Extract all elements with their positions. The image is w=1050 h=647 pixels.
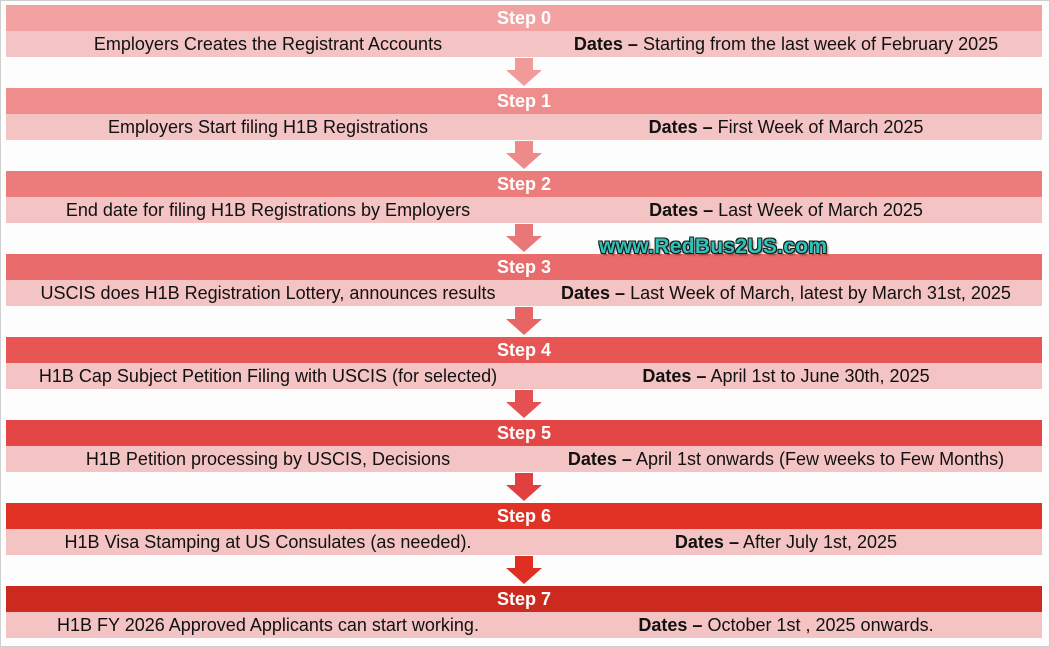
- step-dates-4: [530, 363, 1042, 389]
- step-dates-value-4: April 1st to June 30th, 2025: [710, 366, 930, 386]
- step-block-2: [6, 171, 1042, 223]
- step-header-6: Step 6: [6, 503, 1042, 529]
- step-row-6: [6, 529, 1042, 555]
- step-row-5: [6, 446, 1042, 472]
- step-row-4: [6, 363, 1042, 389]
- step-header-2: Step 2: [6, 171, 1042, 197]
- dates-label: Dates –: [638, 615, 703, 635]
- step-description-1: Employers Start filing H1B Registrations: [107, 117, 429, 137]
- step-description-3: USCIS does H1B Registration Lottery, announces results: [40, 283, 496, 303]
- step-block-1: [6, 88, 1042, 140]
- step-description-0: Employers Creates the Registrant Accounts: [93, 34, 443, 54]
- step-dates-3: [530, 280, 1042, 306]
- dates-label: Dates –: [649, 200, 714, 220]
- step-dates-5: [530, 446, 1042, 472]
- step-block-6: [6, 503, 1042, 555]
- step-dates-0: [530, 31, 1042, 57]
- step-dates-value-7: October 1st , 2025 onwards.: [707, 615, 934, 635]
- down-arrow-icon: [506, 307, 542, 335]
- step-dates-1: [530, 114, 1042, 140]
- step-dates-7: [530, 612, 1042, 638]
- step-row-7: [6, 612, 1042, 638]
- step-dates-2: [530, 197, 1042, 223]
- step-block-3: [6, 254, 1042, 306]
- dates-label: Dates –: [642, 366, 707, 386]
- step-description-5: H1B Petition processing by USCIS, Decisions: [85, 449, 451, 469]
- step-header-0: Step 0: [6, 5, 1042, 31]
- down-arrow-icon: [506, 390, 542, 418]
- down-arrow-icon: [506, 58, 542, 86]
- step-dates-value-2: Last Week of March 2025: [718, 200, 923, 220]
- step-row-0: [6, 31, 1042, 57]
- step-dates-value-3: Last Week of March, latest by March 31st, 2025: [630, 283, 1011, 303]
- step-dates-value-5: April 1st onwards (Few weeks to Few Months): [635, 449, 1005, 469]
- dates-label: Dates –: [561, 283, 626, 303]
- step-block-5: [6, 420, 1042, 472]
- step-header-3: Step 3: [6, 254, 1042, 280]
- step-block-0: [6, 5, 1042, 57]
- dates-label: Dates –: [674, 532, 739, 552]
- dates-label: Dates –: [567, 449, 632, 469]
- step-dates-value-1: First Week of March 2025: [717, 117, 924, 137]
- step-dates-6: [530, 529, 1042, 555]
- step-description-6: H1B Visa Stamping at US Consulates (as needed).: [64, 532, 472, 552]
- down-arrow-icon: [506, 141, 542, 169]
- step-row-3: [6, 280, 1042, 306]
- step-row-1: [6, 114, 1042, 140]
- step-header-4: Step 4: [6, 337, 1042, 363]
- down-arrow-icon: [506, 473, 542, 501]
- down-arrow-icon: [506, 224, 542, 252]
- step-description-2: End date for filing H1B Registrations by Employers: [65, 200, 471, 220]
- step-dates-value-0: Starting from the last week of February 2025: [642, 34, 999, 54]
- dates-label: Dates –: [573, 34, 638, 54]
- dates-label: Dates –: [648, 117, 713, 137]
- step-header-7: Step 7: [6, 586, 1042, 612]
- step-header-1: Step 1: [6, 88, 1042, 114]
- step-block-4: [6, 337, 1042, 389]
- step-row-2: [6, 197, 1042, 223]
- step-block-7: [6, 586, 1042, 638]
- step-description-4: H1B Cap Subject Petition Filing with USCIS (for selected): [38, 366, 498, 386]
- step-dates-value-6: After July 1st, 2025: [742, 532, 898, 552]
- down-arrow-icon: [506, 556, 542, 584]
- step-header-5: Step 5: [6, 420, 1042, 446]
- step-description-7: H1B FY 2026 Approved Applicants can start working.: [57, 615, 479, 635]
- website-watermark: www.RedBus2US.com: [599, 235, 828, 258]
